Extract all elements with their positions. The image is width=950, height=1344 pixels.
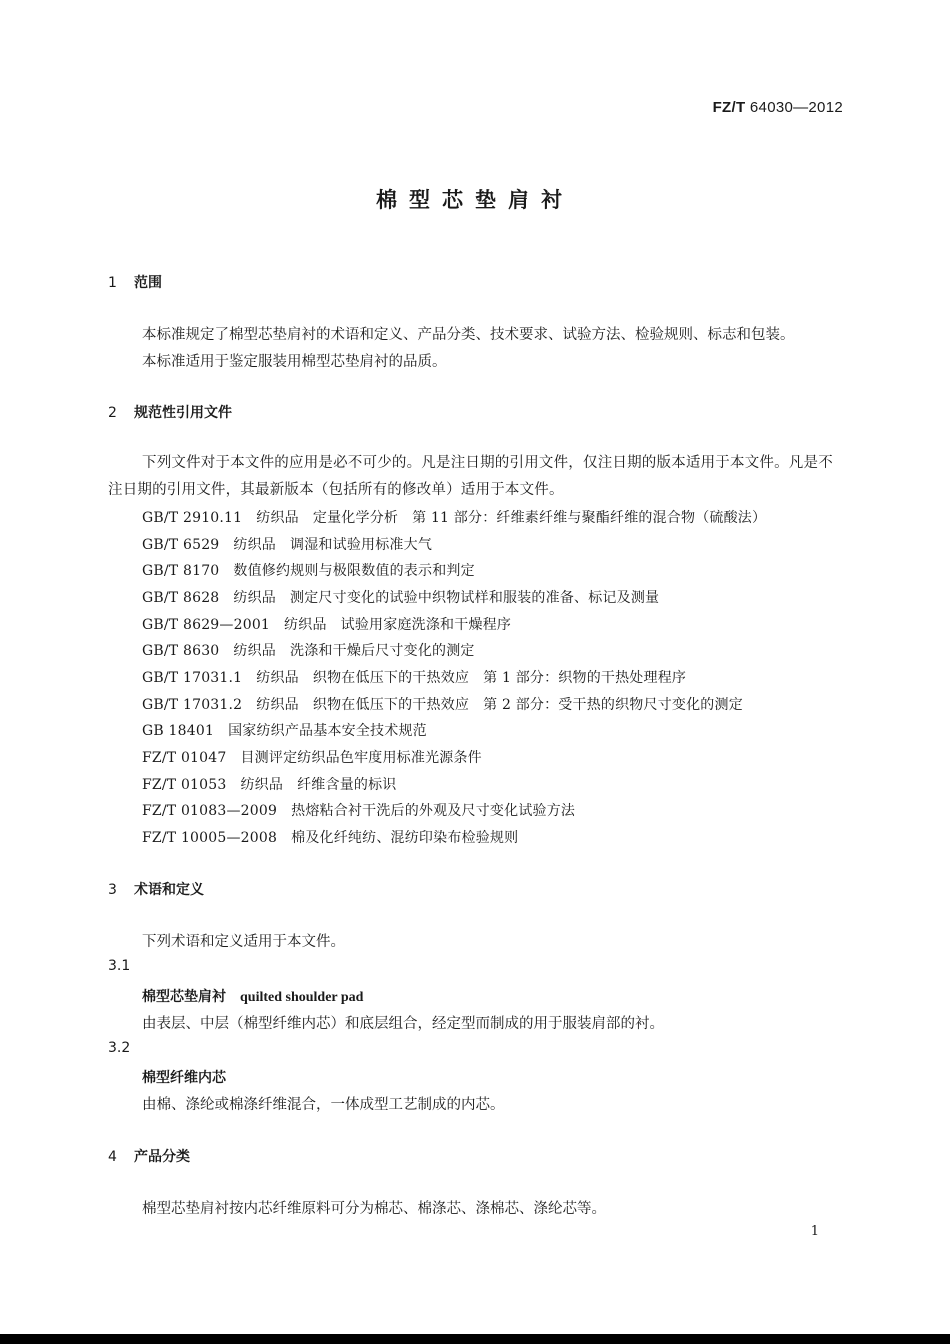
term-english-name: quilted shoulder pad bbox=[240, 990, 364, 1005]
reference-item: GB/T 17031.1 纺织品 织物在低压下的干热效应 第 1 部分：织物的干热处理程序 bbox=[142, 670, 687, 686]
terms-intro-paragraph: 下列术语和定义适用于本文件。 bbox=[142, 934, 345, 950]
document-title: 棉型芯垫肩衬 bbox=[376, 188, 574, 212]
section-number: 4 bbox=[108, 1149, 117, 1165]
normative-intro-paragraph: 下列文件对于本文件的应用是必不可少的。凡是注日期的引用文件，仅注日期的版本适用于本文件。凡是不注日期的引用文件，其最新版本（包括所有的修改单）适用于本文件。 bbox=[108, 455, 833, 498]
page-bottom-edge bbox=[0, 1334, 950, 1344]
reference-item: FZ/T 01083—2009 热熔粘合衬干洗后的外观及尺寸变化试验方法 bbox=[142, 803, 576, 819]
reference-item: GB/T 6529 纺织品 调湿和试验用标准大气 bbox=[142, 537, 433, 553]
reference-item: FZ/T 01047 目测评定纺织品色牢度用标准光源条件 bbox=[142, 750, 482, 766]
section-title: 规范性引用文件 bbox=[134, 405, 232, 421]
reference-item: GB/T 17031.2 纺织品 织物在低压下的干热效应 第 2 部分：受干热的织物尺寸变化的测定 bbox=[142, 697, 743, 713]
section-1-heading bbox=[108, 272, 162, 292]
section-number: 2 bbox=[108, 405, 117, 421]
classification-paragraph: 棉型芯垫肩衬按内芯纤维原料可分为棉芯、棉涤芯、涤棉芯、涤纶芯等。 bbox=[142, 1201, 606, 1217]
reference-item: FZ/T 10005—2008 棉及化纤纯纺、混纺印染布检验规则 bbox=[142, 830, 519, 846]
term-definition: 由表层、中层（棉型纤维内芯）和底层组合，经定型而制成的用于服装肩部的衬。 bbox=[142, 1016, 664, 1032]
section-number: 1 bbox=[108, 275, 117, 291]
section-4-heading bbox=[108, 1146, 190, 1166]
reference-item: GB/T 2910.11 纺织品 定量化学分析 第 11 部分：纤维素纤维与聚酯纤维的混合物（硫酸法） bbox=[142, 510, 767, 526]
term-name: 棉型芯垫肩衬 quilted shoulder pad bbox=[142, 989, 364, 1005]
section-title: 范围 bbox=[134, 275, 162, 291]
section-3-heading bbox=[108, 879, 204, 899]
standard-code bbox=[713, 99, 843, 116]
term-number: 3.2 bbox=[108, 1040, 131, 1056]
standard-code-number: 64030—2012 bbox=[749, 99, 843, 116]
scope-paragraph-1: 本标准规定了棉型芯垫肩衬的术语和定义、产品分类、技术要求、试验方法、检验规则、标志和包装。 bbox=[142, 327, 795, 343]
term-name: 棉型纤维内芯 bbox=[142, 1070, 226, 1086]
reference-item: FZ/T 01053 纺织品 纤维含量的标识 bbox=[142, 777, 397, 793]
section-number: 3 bbox=[108, 882, 117, 898]
reference-item: GB/T 8170 数值修约规则与极限数值的表示和判定 bbox=[142, 563, 475, 579]
term-number: 3.1 bbox=[108, 958, 131, 974]
section-2-heading bbox=[108, 402, 232, 422]
reference-item: GB/T 8628 纺织品 测定尺寸变化的试验中织物试样和服装的准备、标记及测量 bbox=[142, 590, 660, 606]
section-title: 产品分类 bbox=[134, 1149, 190, 1165]
reference-item: GB/T 8629—2001 纺织品 试验用家庭洗涤和干燥程序 bbox=[142, 617, 512, 633]
term-definition: 由棉、涤纶或棉涤纤维混合，一体成型工艺制成的内芯。 bbox=[142, 1097, 505, 1113]
standard-code-prefix: FZ/T bbox=[712, 99, 746, 116]
reference-item: GB 18401 国家纺织产品基本安全技术规范 bbox=[142, 723, 427, 739]
reference-item: GB/T 8630 纺织品 洗涤和干燥后尺寸变化的测定 bbox=[142, 643, 475, 659]
section-title: 术语和定义 bbox=[134, 882, 204, 898]
page-number: 1 bbox=[810, 1224, 819, 1239]
scope-paragraph-2: 本标准适用于鉴定服装用棉型芯垫肩衬的品质。 bbox=[142, 354, 447, 370]
